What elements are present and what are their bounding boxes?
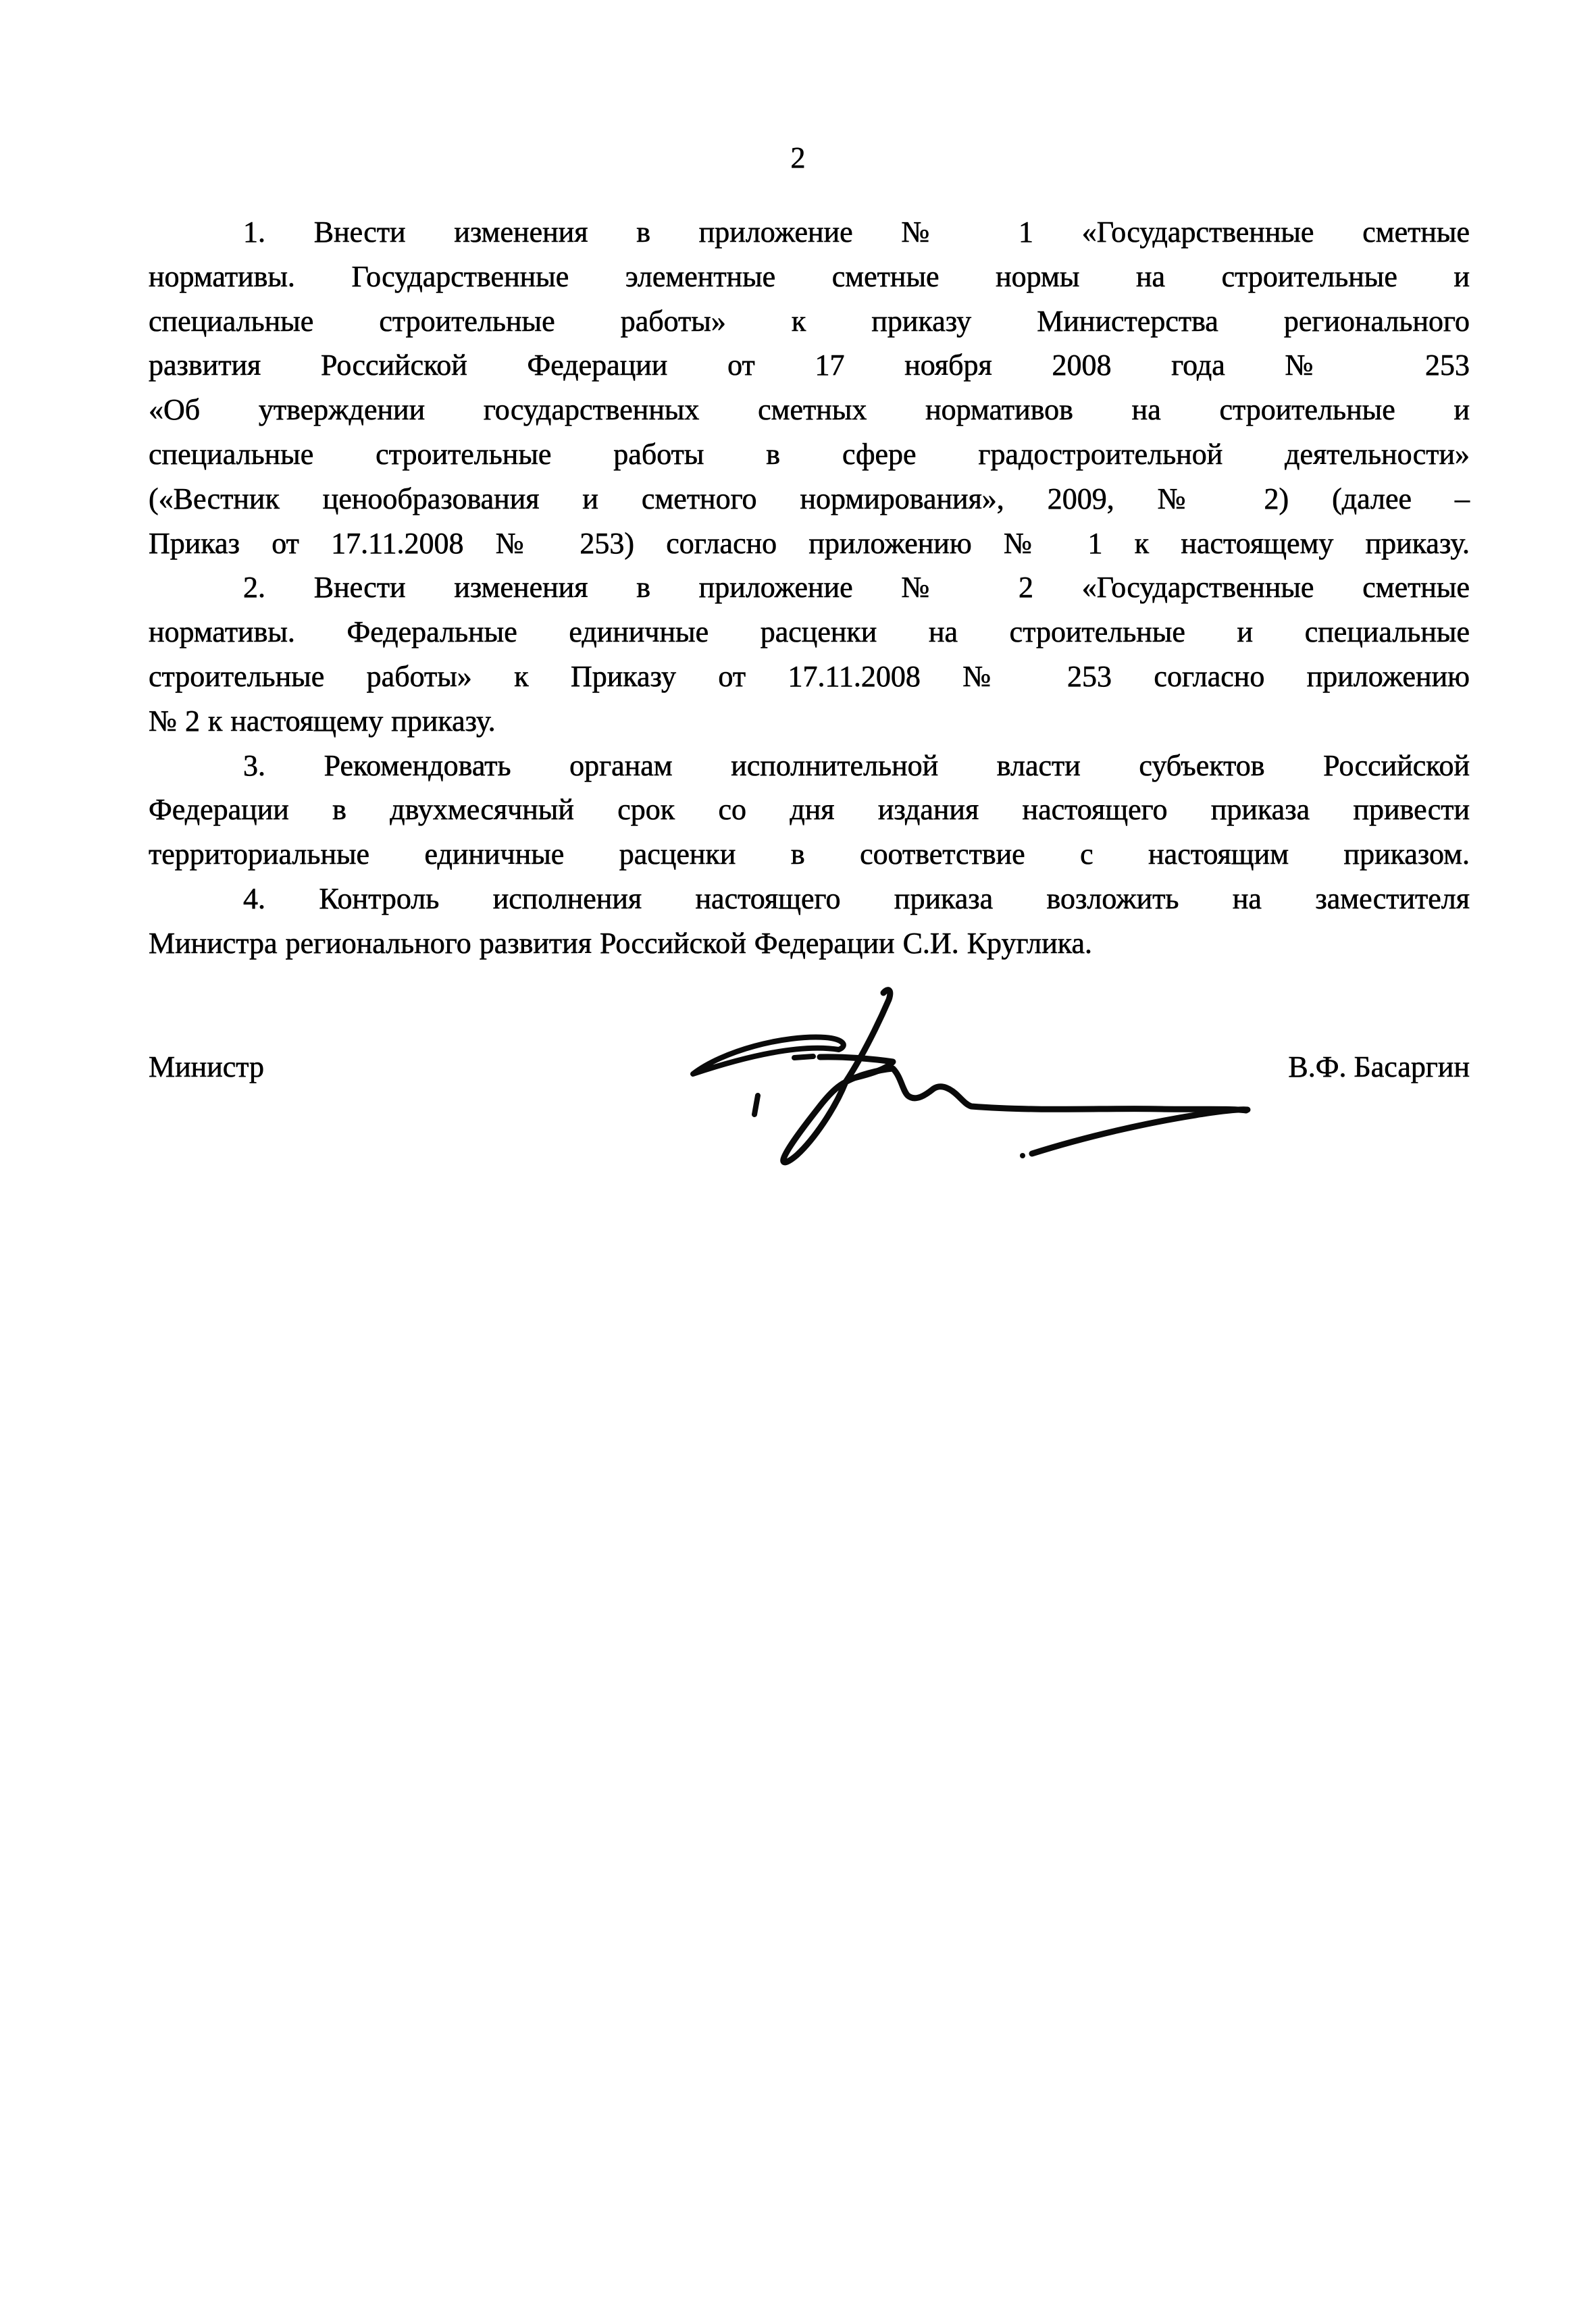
body-line: 3. Рекомендовать органам исполнительной власти субъектов Российской bbox=[243, 748, 1470, 782]
body-line: Федерации в двухмесячный срок со дня издания настоящего приказа привести bbox=[149, 793, 1470, 827]
body-line: «Об утверждении государственных сметных нормативов на строительные и bbox=[149, 393, 1470, 427]
body-line: № 2 к настоящему приказу. bbox=[149, 704, 496, 738]
body-line: развития Российской Федерации от 17 ноября 2008 года № 253 bbox=[149, 349, 1470, 382]
body-line: Министра регионального развития Российской Федерации С.И. Круглика. bbox=[149, 926, 1093, 960]
body-line: строительные работы» к Приказу от 17.11.2008 № 253 согласно приложению bbox=[149, 659, 1470, 693]
signature-stroke bbox=[794, 1056, 813, 1058]
body-line: территориальные единичные расценки в соответствие с настоящим приказом. bbox=[149, 838, 1470, 871]
body-line: 2. Внести изменения в приложение № 2 «Государственные сметные bbox=[243, 571, 1470, 605]
signature-stroke bbox=[754, 1096, 758, 1114]
signature-scribble bbox=[675, 981, 1270, 1190]
signature-dot bbox=[1020, 1153, 1025, 1158]
body-line: Приказ от 17.11.2008 № 253) согласно приложению № 1 к настоящему приказу. bbox=[149, 526, 1470, 560]
signature-stroke bbox=[783, 1082, 846, 1162]
signature-stroke bbox=[846, 1069, 1246, 1110]
page-number: 2 bbox=[790, 141, 806, 174]
body-line: («Вестник ценообразования и сметного нормирования», 2009, № 2) (далее – bbox=[149, 482, 1470, 515]
signature-title: Министр bbox=[149, 1050, 265, 1083]
body-line: специальные строительные работы» к приказу Министерства регионального bbox=[149, 304, 1470, 338]
body-line: нормативы. Федеральные единичные расценки на строительные и специальные bbox=[149, 615, 1470, 649]
body-line: 1. Внести изменения в приложение № 1 «Государственные сметные bbox=[243, 215, 1470, 249]
signature-name: В.Ф. Басаргин bbox=[1288, 1050, 1470, 1083]
body-text bbox=[149, 210, 1470, 966]
body-line: 4. Контроль исполнения настоящего приказа возложить на заместителя bbox=[243, 881, 1470, 915]
body-line: специальные строительные работы в сфере градостроительной деятельности» bbox=[149, 437, 1470, 471]
body-line: нормативы. Государственные элементные сметные нормы на строительные и bbox=[149, 259, 1470, 293]
signature-stroke bbox=[1032, 1110, 1247, 1154]
